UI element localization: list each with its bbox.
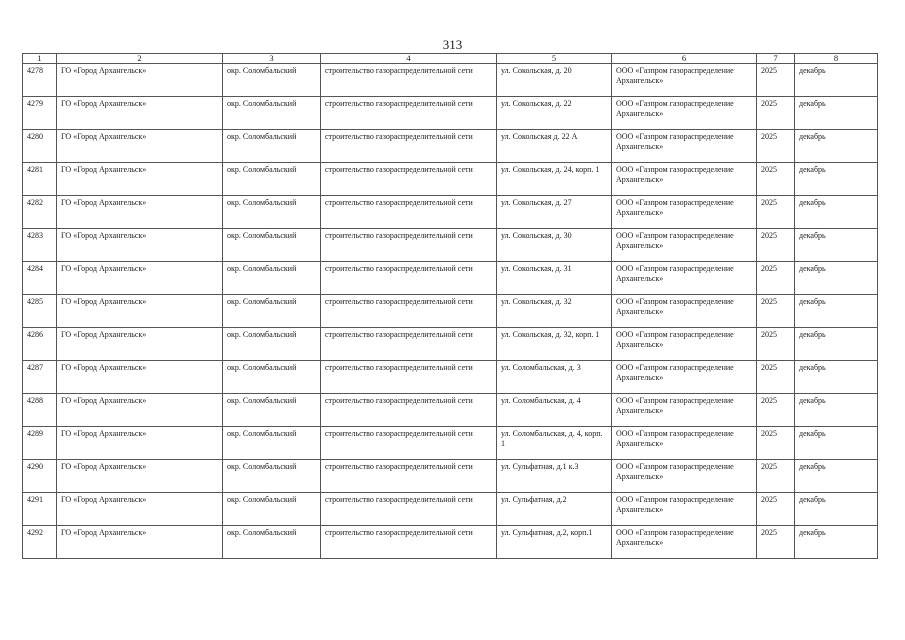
header-row — [23, 54, 878, 64]
cell-row-number: 4289 — [23, 427, 57, 460]
cell-district: окр. Соломбальский — [223, 64, 321, 97]
cell-work-type: строительство газораспределительной сети — [321, 328, 497, 361]
cell-municipality: ГО «Город Архангельск» — [57, 526, 223, 559]
cell-municipality: ГО «Город Архангельск» — [57, 295, 223, 328]
cell-organization: ООО «Газпром газораспределение Архангельск» — [612, 130, 757, 163]
cell-organization: ООО «Газпром газораспределение Архангельск» — [612, 295, 757, 328]
table-row — [23, 130, 878, 163]
cell-address: ул. Сокольская, д. 30 — [497, 229, 612, 262]
column-header-3: 3 — [223, 54, 321, 64]
cell-month: декабрь — [795, 130, 878, 163]
cell-year: 2025 — [757, 64, 795, 97]
cell-address: ул. Соломбальская, д. 4, корп. 1 — [497, 427, 612, 460]
cell-year: 2025 — [757, 328, 795, 361]
cell-municipality: ГО «Город Архангельск» — [57, 493, 223, 526]
cell-year: 2025 — [757, 130, 795, 163]
table-body — [23, 64, 878, 559]
cell-month: декабрь — [795, 163, 878, 196]
cell-organization: ООО «Газпром газораспределение Архангельск» — [612, 97, 757, 130]
table-row — [23, 460, 878, 493]
table-row — [23, 493, 878, 526]
cell-month: декабрь — [795, 328, 878, 361]
cell-month: декабрь — [795, 295, 878, 328]
cell-row-number: 4291 — [23, 493, 57, 526]
cell-district: окр. Соломбальский — [223, 493, 321, 526]
column-header-7: 7 — [757, 54, 795, 64]
cell-month: декабрь — [795, 262, 878, 295]
cell-address: ул. Сокольская, д. 32, корп. 1 — [497, 328, 612, 361]
cell-month: декабрь — [795, 394, 878, 427]
cell-work-type: строительство газораспределительной сети — [321, 427, 497, 460]
cell-organization: ООО «Газпром газораспределение Архангельск» — [612, 196, 757, 229]
cell-municipality: ГО «Город Архангельск» — [57, 64, 223, 97]
cell-work-type: строительство газораспределительной сети — [321, 229, 497, 262]
cell-address: ул. Соломбальская, д. 3 — [497, 361, 612, 394]
cell-organization: ООО «Газпром газораспределение Архангельск» — [612, 262, 757, 295]
cell-district: окр. Соломбальский — [223, 361, 321, 394]
cell-work-type: строительство газораспределительной сети — [321, 361, 497, 394]
cell-row-number: 4287 — [23, 361, 57, 394]
column-header-2: 2 — [57, 54, 223, 64]
cell-address: ул. Сокольская д. 22 А — [497, 130, 612, 163]
cell-municipality: ГО «Город Архангельск» — [57, 262, 223, 295]
cell-organization: ООО «Газпром газораспределение Архангельск» — [612, 460, 757, 493]
cell-work-type: строительство газораспределительной сети — [321, 262, 497, 295]
cell-year: 2025 — [757, 229, 795, 262]
cell-row-number: 4279 — [23, 97, 57, 130]
cell-year: 2025 — [757, 97, 795, 130]
cell-month: декабрь — [795, 460, 878, 493]
cell-organization: ООО «Газпром газораспределение Архангельск» — [612, 493, 757, 526]
cell-address: ул. Сокольская, д. 20 — [497, 64, 612, 97]
cell-row-number: 4278 — [23, 64, 57, 97]
cell-work-type: строительство газораспределительной сети — [321, 97, 497, 130]
cell-year: 2025 — [757, 163, 795, 196]
cell-month: декабрь — [795, 64, 878, 97]
cell-year: 2025 — [757, 262, 795, 295]
cell-address: ул. Сокольская, д. 27 — [497, 196, 612, 229]
cell-year: 2025 — [757, 460, 795, 493]
cell-row-number: 4280 — [23, 130, 57, 163]
cell-address: ул. Сокольская, д. 32 — [497, 295, 612, 328]
cell-organization: ООО «Газпром газораспределение Архангельск» — [612, 328, 757, 361]
cell-month: декабрь — [795, 427, 878, 460]
cell-district: окр. Соломбальский — [223, 163, 321, 196]
cell-year: 2025 — [757, 394, 795, 427]
cell-year: 2025 — [757, 361, 795, 394]
cell-address: ул. Соломбальская, д. 4 — [497, 394, 612, 427]
cell-municipality: ГО «Город Архангельск» — [57, 130, 223, 163]
cell-month: декабрь — [795, 196, 878, 229]
cell-address: ул. Сокольская, д. 22 — [497, 97, 612, 130]
cell-district: окр. Соломбальский — [223, 460, 321, 493]
table-row — [23, 97, 878, 130]
cell-organization: ООО «Газпром газораспределение Архангельск» — [612, 163, 757, 196]
cell-address: ул. Сокольская, д. 31 — [497, 262, 612, 295]
table-row — [23, 328, 878, 361]
cell-row-number: 4288 — [23, 394, 57, 427]
cell-municipality: ГО «Город Архангельск» — [57, 229, 223, 262]
cell-address: ул. Сульфатная, д.1 к.3 — [497, 460, 612, 493]
cell-district: окр. Соломбальский — [223, 97, 321, 130]
cell-municipality: ГО «Город Архангельск» — [57, 196, 223, 229]
table-row — [23, 196, 878, 229]
cell-municipality: ГО «Город Архангельск» — [57, 460, 223, 493]
cell-month: декабрь — [795, 97, 878, 130]
cell-organization: ООО «Газпром газораспределение Архангельск» — [612, 361, 757, 394]
cell-month: декабрь — [795, 229, 878, 262]
cell-row-number: 4292 — [23, 526, 57, 559]
table-row — [23, 229, 878, 262]
cell-work-type: строительство газораспределительной сети — [321, 130, 497, 163]
table-row — [23, 163, 878, 196]
cell-address: ул. Сульфатная, д.2, корп.1 — [497, 526, 612, 559]
cell-district: окр. Соломбальский — [223, 328, 321, 361]
cell-month: декабрь — [795, 526, 878, 559]
cell-district: окр. Соломбальский — [223, 229, 321, 262]
cell-address: ул. Сульфатная, д.2 — [497, 493, 612, 526]
cell-row-number: 4290 — [23, 460, 57, 493]
cell-district: окр. Соломбальский — [223, 130, 321, 163]
cell-work-type: строительство газораспределительной сети — [321, 460, 497, 493]
table-row — [23, 361, 878, 394]
cell-organization: ООО «Газпром газораспределение Архангельск» — [612, 427, 757, 460]
cell-district: окр. Соломбальский — [223, 262, 321, 295]
table-row — [23, 295, 878, 328]
cell-district: окр. Соломбальский — [223, 526, 321, 559]
table-row — [23, 262, 878, 295]
column-header-6: 6 — [612, 54, 757, 64]
cell-work-type: строительство газораспределительной сети — [321, 64, 497, 97]
cell-district: окр. Соломбальский — [223, 196, 321, 229]
cell-municipality: ГО «Город Архангельск» — [57, 328, 223, 361]
cell-row-number: 4286 — [23, 328, 57, 361]
cell-work-type: строительство газораспределительной сети — [321, 163, 497, 196]
cell-row-number: 4282 — [23, 196, 57, 229]
cell-organization: ООО «Газпром газораспределение Архангельск» — [612, 394, 757, 427]
table-row — [23, 526, 878, 559]
cell-work-type: строительство газораспределительной сети — [321, 526, 497, 559]
cell-work-type: строительство газораспределительной сети — [321, 394, 497, 427]
column-header-5: 5 — [497, 54, 612, 64]
cell-municipality: ГО «Город Архангельск» — [57, 427, 223, 460]
column-header-4: 4 — [321, 54, 497, 64]
cell-year: 2025 — [757, 526, 795, 559]
cell-address: ул. Сокольская, д. 24, корп. 1 — [497, 163, 612, 196]
cell-municipality: ГО «Город Архангельск» — [57, 394, 223, 427]
table-header — [23, 54, 878, 64]
cell-year: 2025 — [757, 295, 795, 328]
cell-municipality: ГО «Город Архангельск» — [57, 163, 223, 196]
column-header-1: 1 — [23, 54, 57, 64]
page-number: 313 — [442, 37, 463, 52]
cell-work-type: строительство газораспределительной сети — [321, 295, 497, 328]
cell-work-type: строительство газораспределительной сети — [321, 493, 497, 526]
table-row — [23, 394, 878, 427]
cell-row-number: 4284 — [23, 262, 57, 295]
table-row — [23, 64, 878, 97]
cell-month: декабрь — [795, 493, 878, 526]
cell-district: окр. Соломбальский — [223, 394, 321, 427]
register-table — [22, 53, 878, 559]
cell-organization: ООО «Газпром газораспределение Архангельск» — [612, 526, 757, 559]
cell-row-number: 4281 — [23, 163, 57, 196]
cell-work-type: строительство газораспределительной сети — [321, 196, 497, 229]
column-header-8: 8 — [795, 54, 878, 64]
cell-organization: ООО «Газпром газораспределение Архангельск» — [612, 64, 757, 97]
cell-month: декабрь — [795, 361, 878, 394]
cell-year: 2025 — [757, 427, 795, 460]
cell-municipality: ГО «Город Архангельск» — [57, 361, 223, 394]
cell-year: 2025 — [757, 196, 795, 229]
cell-district: окр. Соломбальский — [223, 427, 321, 460]
cell-municipality: ГО «Город Архангельск» — [57, 97, 223, 130]
cell-year: 2025 — [757, 493, 795, 526]
cell-row-number: 4283 — [23, 229, 57, 262]
cell-organization: ООО «Газпром газораспределение Архангельск» — [612, 229, 757, 262]
cell-row-number: 4285 — [23, 295, 57, 328]
table-row — [23, 427, 878, 460]
cell-district: окр. Соломбальский — [223, 295, 321, 328]
